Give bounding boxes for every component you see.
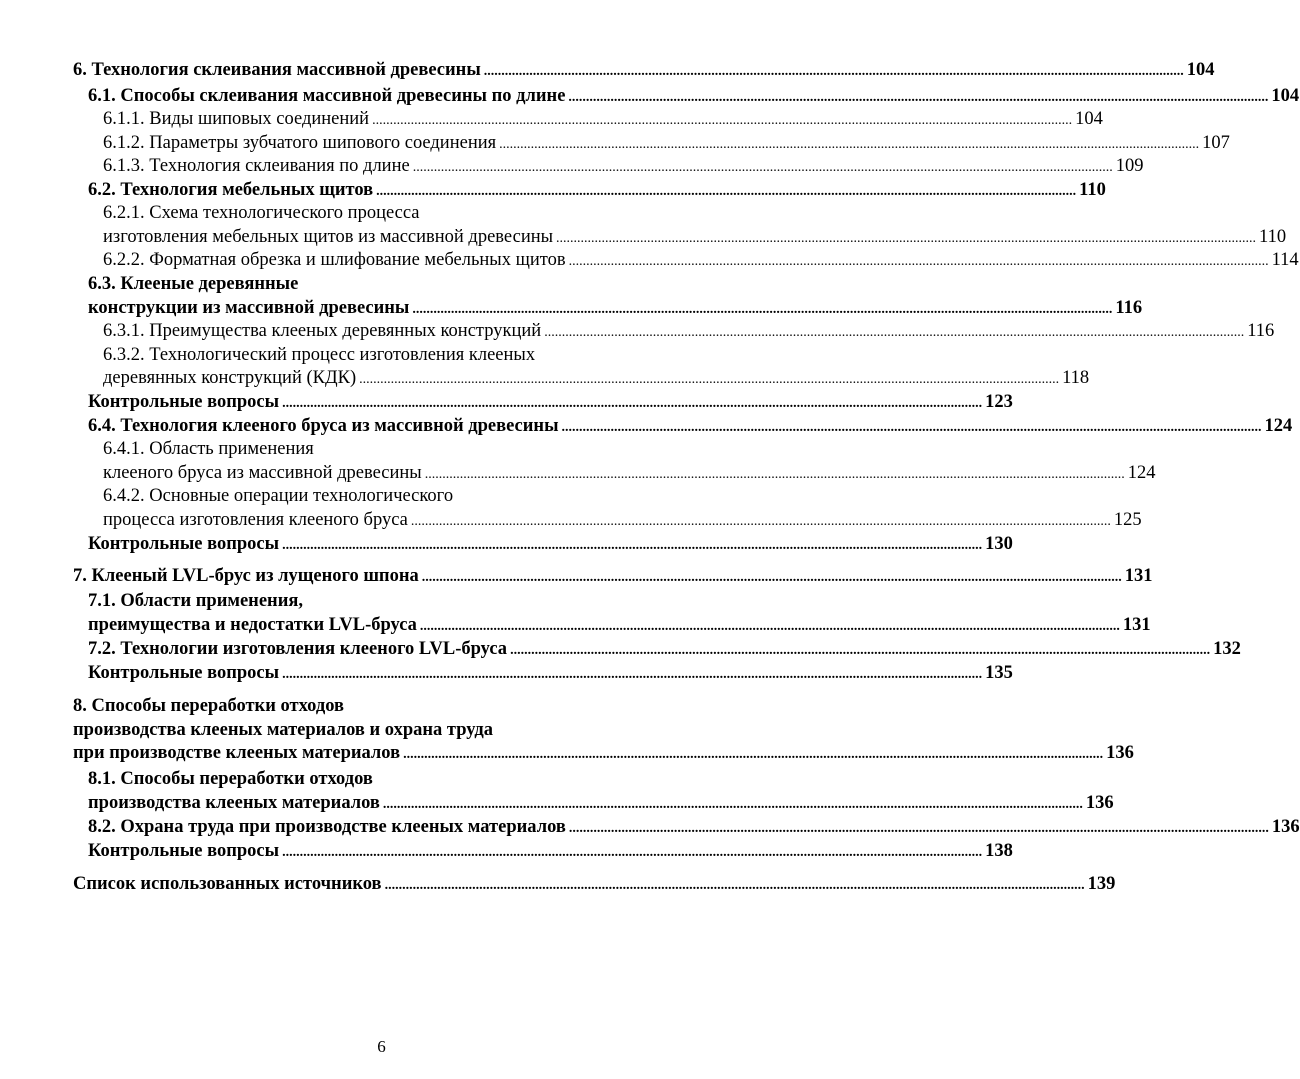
toc-entry bbox=[103, 107, 1103, 133]
toc-leader-dots: ........................................................................................................................................................................................................ bbox=[282, 538, 983, 553]
toc-entry-page: 135 bbox=[985, 663, 1013, 683]
toc-entry-title: 6.2. Технология мебельных щитов bbox=[88, 180, 374, 200]
toc-entry bbox=[88, 390, 1013, 416]
toc-entry-title: 6.3. Клееные деревянные bbox=[88, 274, 299, 294]
toc-leader-dots: ........................................................................................................................................................................................................ bbox=[421, 570, 1122, 585]
toc-entry bbox=[103, 319, 1275, 345]
toc-leader-dots: ........................................................................................................................................................................................................ bbox=[412, 302, 1113, 317]
toc-entry-title: 6.4.2. Основные операции технологического bbox=[103, 486, 454, 506]
toc-leader-dots: ........................................................................................................................................................................................................ bbox=[568, 90, 1269, 105]
toc-entry bbox=[103, 248, 1299, 274]
toc-entry-title: клееного бруса из массивной древесины bbox=[103, 463, 422, 483]
toc-entry-page: 116 bbox=[1247, 321, 1275, 341]
toc-entry-page: 131 bbox=[1122, 615, 1151, 635]
toc-entry-page: 136 bbox=[1271, 817, 1300, 837]
toc-entry-page: 139 bbox=[1087, 874, 1116, 894]
toc-leader-dots: ........................................................................................................................................................................................................ bbox=[410, 514, 1111, 529]
toc-entry-title: 7.2. Технологии изготовления клееного LVL-бруса bbox=[88, 639, 508, 659]
toc-entry bbox=[88, 791, 1114, 817]
toc-entry-title: 6.3.2. Технологический процесс изготовления клееных bbox=[103, 345, 536, 365]
toc-entry-title: Контрольные вопросы bbox=[88, 534, 280, 554]
toc-entry-page: 125 bbox=[1113, 510, 1142, 530]
toc-entry-title: Список использованных источников bbox=[73, 874, 382, 894]
toc-leader-dots: ........................................................................................................................................................................................................ bbox=[382, 797, 1083, 812]
toc-entry-page: 110 bbox=[1079, 180, 1106, 200]
toc-entry bbox=[73, 718, 689, 742]
toc-entry-title: 8.2. Охрана труда при производстве клееных материалов bbox=[88, 817, 566, 837]
toc-leader-dots: ........................................................................................................................................................................................................ bbox=[384, 878, 1085, 893]
toc-entry-page: 124 bbox=[1127, 463, 1156, 483]
toc-leader-dots: ........................................................................................................................................................................................................ bbox=[568, 254, 1269, 269]
toc-entry bbox=[103, 201, 689, 225]
toc-entry bbox=[73, 58, 1215, 84]
toc-entry-title: при производстве клееных материалов bbox=[73, 743, 401, 763]
toc-entry-title: Контрольные вопросы bbox=[88, 392, 280, 412]
toc-entry-title: 6.1.1. Виды шиповых соединений bbox=[103, 109, 370, 129]
toc-entry-title: процесса изготовления клееного бруса bbox=[103, 510, 408, 530]
toc-entry bbox=[73, 872, 1116, 898]
toc-entry bbox=[88, 661, 1013, 687]
toc-entry bbox=[88, 589, 689, 613]
toc-entry-page: 114 bbox=[1271, 250, 1299, 270]
page-number: 6 bbox=[377, 1037, 386, 1056]
toc-entry bbox=[103, 437, 689, 461]
toc-leader-dots: ........................................................................................................................................................................................................ bbox=[372, 113, 1073, 128]
toc-entry-title: 6.1. Способы склеивания массивной древесины по длине bbox=[88, 86, 566, 106]
toc-entry-page: 124 bbox=[1264, 416, 1293, 436]
toc-entry bbox=[88, 839, 1013, 865]
toc-entry-page: 136 bbox=[1085, 793, 1114, 813]
toc-entry-title: 7. Клееный LVL-брус из лущеного шпона bbox=[73, 566, 419, 586]
toc-entry bbox=[88, 637, 1241, 663]
toc-entry bbox=[73, 741, 1134, 767]
toc-entry-title: конструкции из массивной древесины bbox=[88, 298, 410, 318]
toc-entry bbox=[103, 366, 1090, 392]
toc-leader-dots: ........................................................................................................................................................................................................ bbox=[510, 643, 1211, 658]
toc-entry-title: производства клееных материалов и охрана труда bbox=[73, 720, 493, 740]
toc-entry-page: 104 bbox=[1186, 60, 1215, 80]
toc-entry bbox=[88, 272, 689, 296]
toc-entry-title: 6. Технология склеивания массивной древесины bbox=[73, 60, 481, 80]
toc-entry-page: 130 bbox=[985, 534, 1013, 554]
toc-entry bbox=[73, 694, 689, 718]
toc-leader-dots: ........................................................................................................................................................................................................ bbox=[359, 372, 1060, 387]
toc-entry-title: Контрольные вопросы bbox=[88, 663, 280, 683]
toc-entry-title: 7.1. Области применения, bbox=[88, 591, 304, 611]
toc-leader-dots: ........................................................................................................................................................................................................ bbox=[544, 325, 1245, 340]
toc-leader-dots: ........................................................................................................................................................................................................ bbox=[556, 231, 1257, 246]
toc-entry-page: 104 bbox=[1271, 86, 1300, 106]
toc-leader-dots: ........................................................................................................................................................................................................ bbox=[282, 667, 983, 682]
toc-entry-title: 6.1.3. Технология склеивания по длине bbox=[103, 156, 410, 176]
toc-entry bbox=[88, 532, 1013, 558]
toc-entry-page: 136 bbox=[1106, 743, 1134, 763]
toc-entry-page: 118 bbox=[1062, 368, 1090, 388]
toc-entry-page: 110 bbox=[1259, 227, 1287, 247]
toc-entry-title: 6.4.1. Область применения bbox=[103, 439, 314, 459]
toc-entry-title: 6.2.2. Форматная обрезка и шлифование мебельных щитов bbox=[103, 250, 566, 270]
toc-entry-page: 123 bbox=[985, 392, 1013, 412]
toc-entry-title: 6.4. Технология клееного бруса из массивной древесины bbox=[88, 416, 559, 436]
toc-leader-dots: ........................................................................................................................................................................................................ bbox=[499, 137, 1200, 152]
toc-entry bbox=[103, 154, 1144, 180]
toc-entry bbox=[103, 343, 689, 367]
toc-entry bbox=[103, 508, 1142, 534]
toc-leader-dots: ........................................................................................................................................................................................................ bbox=[403, 747, 1104, 762]
toc-entry-title: деревянных конструкций (КДК) bbox=[103, 368, 357, 388]
toc-leader-dots: ........................................................................................................................................................................................................ bbox=[561, 420, 1262, 435]
toc-entry bbox=[103, 484, 689, 508]
toc-entry-title: 8. Способы переработки отходов bbox=[73, 696, 344, 716]
toc-leader-dots: ........................................................................................................................................................................................................ bbox=[419, 619, 1120, 634]
toc-entry-title: 6.3.1. Преимущества клееных деревянных конструкций bbox=[103, 321, 542, 341]
toc-entry-title: изготовления мебельных щитов из массивной древесины bbox=[103, 227, 554, 247]
toc-entry-page: 131 bbox=[1124, 566, 1153, 586]
toc-leader-dots: ........................................................................................................................................................................................................ bbox=[412, 160, 1113, 175]
toc-entry-page: 107 bbox=[1202, 133, 1230, 153]
toc-entry-title: 8.1. Способы переработки отходов bbox=[88, 769, 373, 789]
toc-entry-title: преимущества и недостатки LVL-бруса bbox=[88, 615, 417, 635]
toc-entry-page: 132 bbox=[1213, 639, 1241, 659]
toc-entry bbox=[88, 767, 689, 791]
toc-entry-title: 6.1.2. Параметры зубчатого шипового соединения bbox=[103, 133, 497, 153]
toc-leader-dots: ........................................................................................................................................................................................................ bbox=[568, 821, 1269, 836]
toc-entry-page: 138 bbox=[985, 841, 1013, 861]
toc-entry-page: 104 bbox=[1075, 109, 1103, 129]
toc-entry-page: 109 bbox=[1115, 156, 1144, 176]
toc-entry-page: 116 bbox=[1115, 298, 1143, 318]
toc-leader-dots: ........................................................................................................................................................................................................ bbox=[424, 467, 1125, 482]
toc-entry bbox=[88, 613, 1151, 639]
toc-entry-title: производства клееных материалов bbox=[88, 793, 380, 813]
toc-leader-dots: ........................................................................................................................................................................................................ bbox=[282, 396, 983, 411]
toc-leader-dots: ........................................................................................................................................................................................................ bbox=[483, 64, 1184, 79]
toc-leader-dots: ........................................................................................................................................................................................................ bbox=[376, 184, 1077, 199]
toc-entry bbox=[88, 815, 1300, 841]
toc-leader-dots: ........................................................................................................................................................................................................ bbox=[282, 845, 983, 860]
toc-entry bbox=[73, 564, 1153, 590]
toc-entry-title: Контрольные вопросы bbox=[88, 841, 280, 861]
toc-entry-title: 6.2.1. Схема технологического процесса bbox=[103, 203, 420, 223]
